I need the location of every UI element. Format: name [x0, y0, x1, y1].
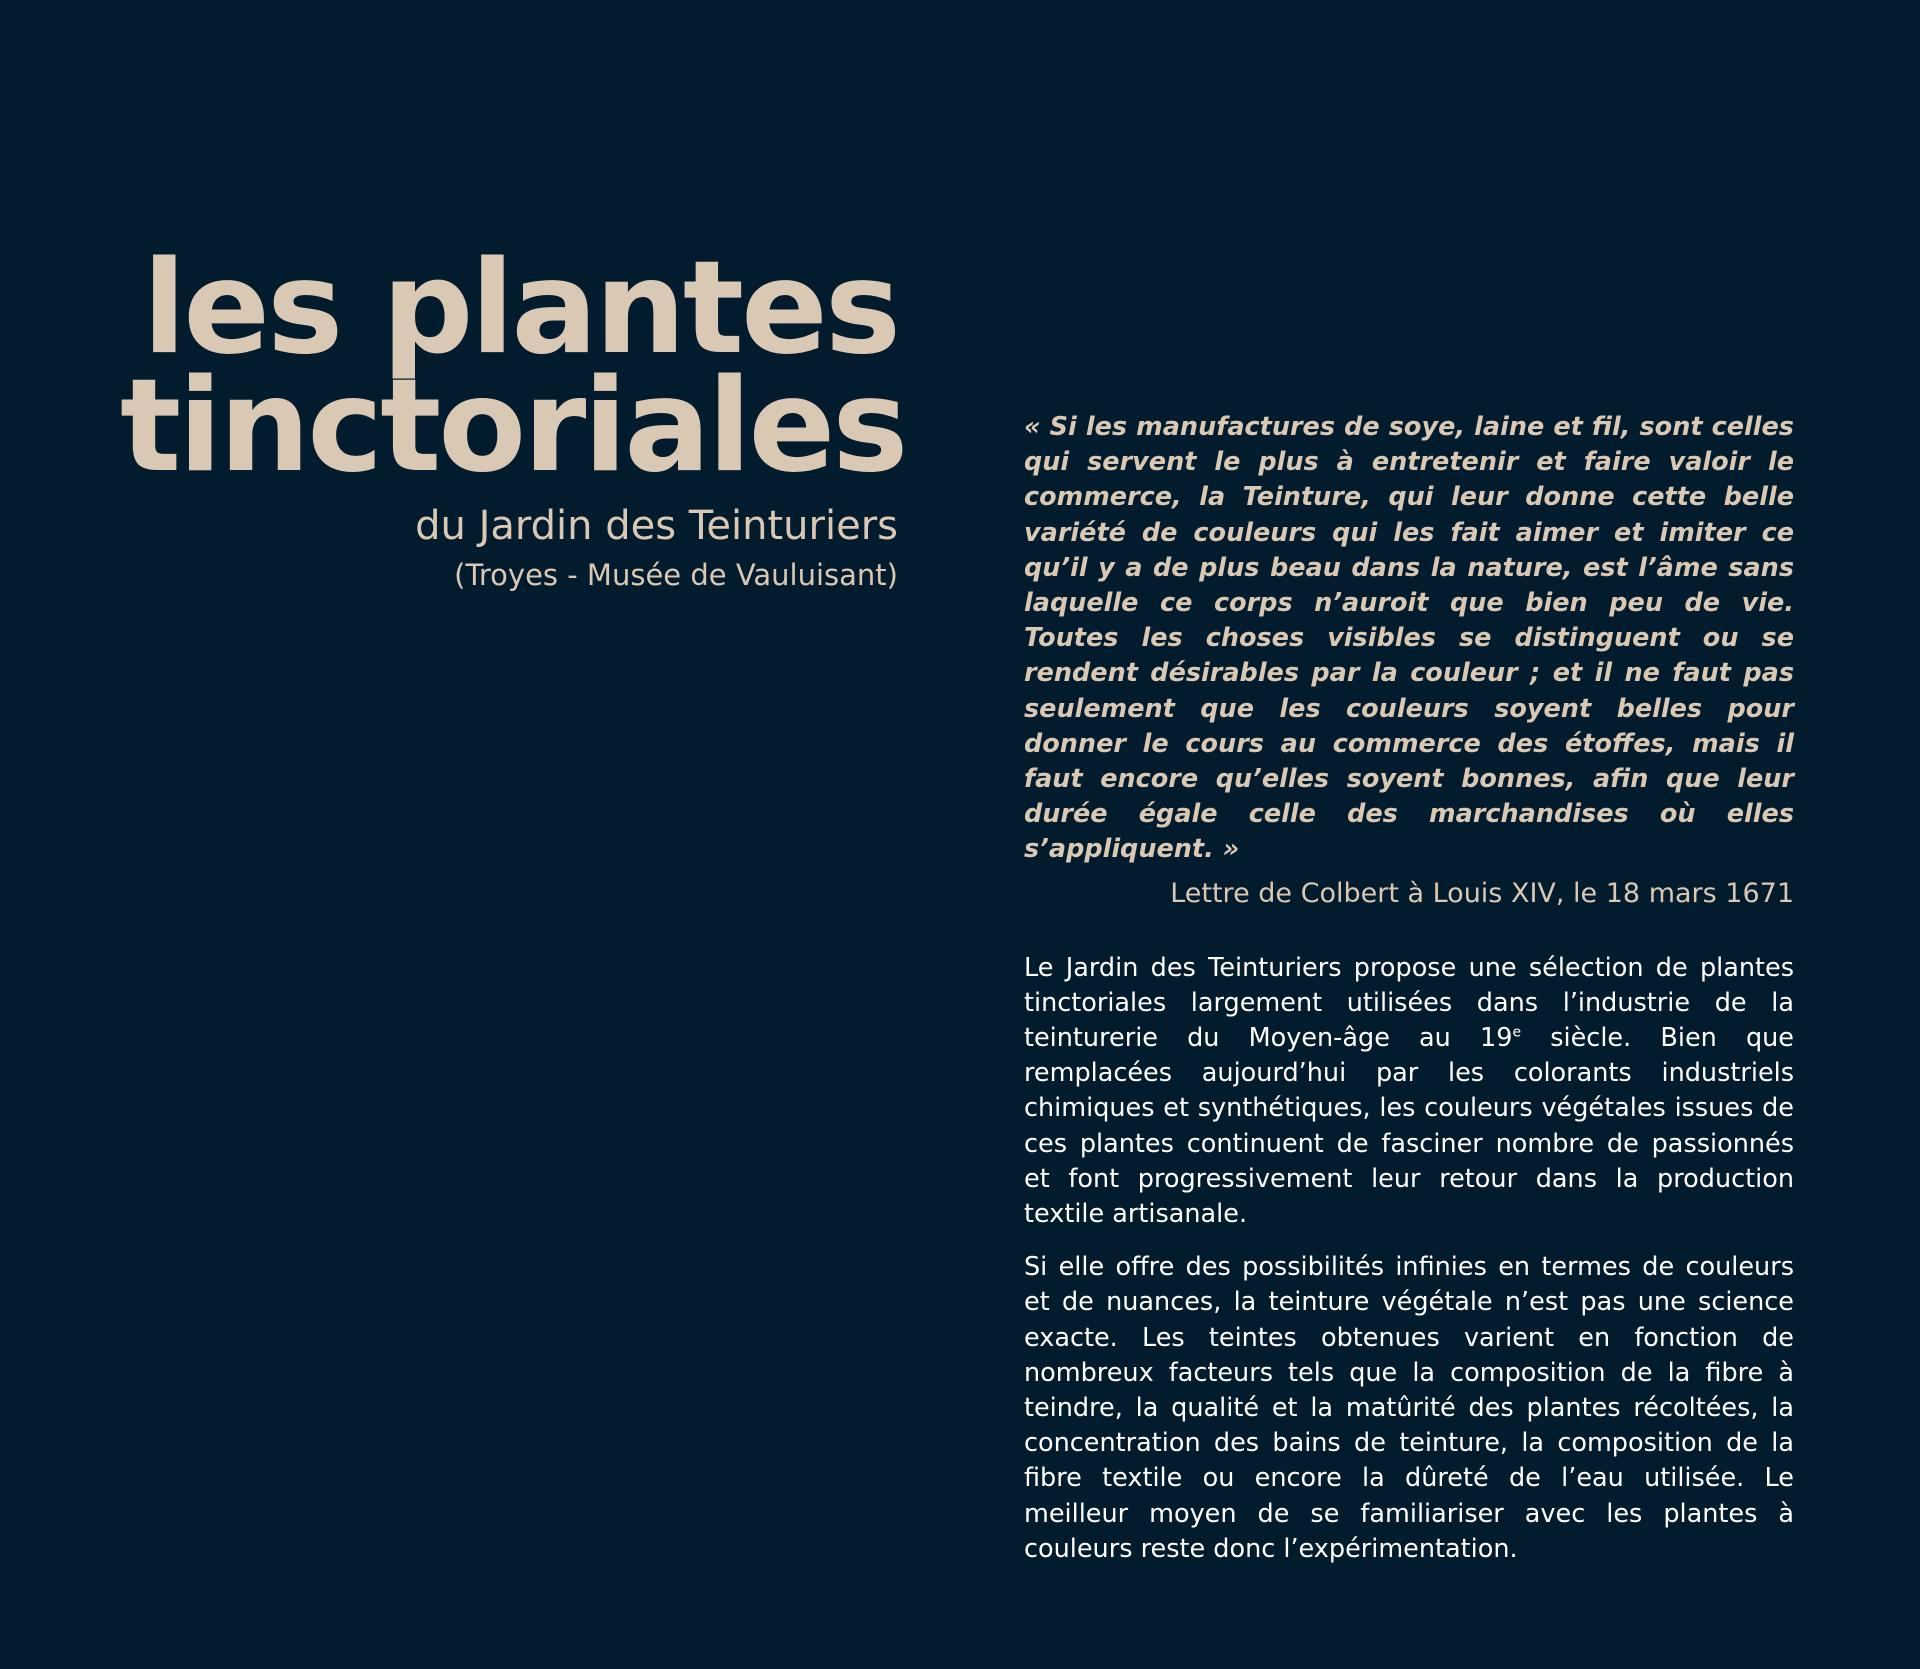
superscript-e: e — [1512, 1024, 1522, 1041]
body-paragraph-1-start: Le Jardin des Teinturiers propose une sélection de plantes tinctoriales largement utilisées dans l’industrie de la teinturerie du Moyen-âge au 19 — [1024, 952, 1794, 1054]
subtitle: du Jardin des Teinturiers — [415, 503, 898, 549]
title-line-1: les plantes — [142, 234, 898, 383]
body-paragraph-2: Si elle offre des possibilités infinies en termes de couleurs et de nuances, la teinture végétale n’est pas une science exacte. Les teintes obtenues varient en fonction de nombreux facteurs tels que la composition de la fibre à teindre, la qualité et la matûrité des plantes récoltées, la concentration des bains de teinture, la composition de la fibre textile ou encore la dûreté de l’eau utilisée. Le meilleur moyen de se familiariser avec les plantes à couleurs reste donc l’expérimentation. — [1024, 1252, 1794, 1564]
content-column — [1024, 410, 1794, 1567]
title-block — [120, 234, 906, 593]
title-line-2: tinctoriales — [120, 352, 906, 501]
quote-attribution: Lettre de Colbert à Louis XIV, le 18 mars 1671 — [1170, 877, 1794, 909]
body-paragraph-1-end: siècle. Bien que remplacées aujourd’hui par les colorants industriels chimiques et synthétiques, les couleurs végétales issues de ces plantes continuent de fasciner nombre de passionnés et font progressivement leur retour dans la production textile artisanale. — [1024, 1023, 1794, 1230]
body-paragraph-1 — [1024, 951, 1794, 1233]
colbert-quote: « Si les manufactures de soye, laine et fil, sont celles qui servent le plus à entretenir et faire valoir le commerce, la Teinture, qui leur donne cette belle variété de couleurs qui les fait aimer et imiter ce qu’il y a de plus beau dans la nature, est l’âme sans laquelle ce corps n’auroit que bien peu de vie. Toutes les choses visibles se distinguent ou se rendent désirables par la couleur ; et il ne faut pas seulement que les couleurs soyent belles pour donner le cours au commerce des étoffes, mais il faut encore qu’elles soyent bonnes, afin que leur durée égale celle des marchandises où elles s’appliquent. » — [1024, 412, 1794, 865]
location-note: (Troyes - Musée de Vauluisant) — [454, 558, 898, 592]
